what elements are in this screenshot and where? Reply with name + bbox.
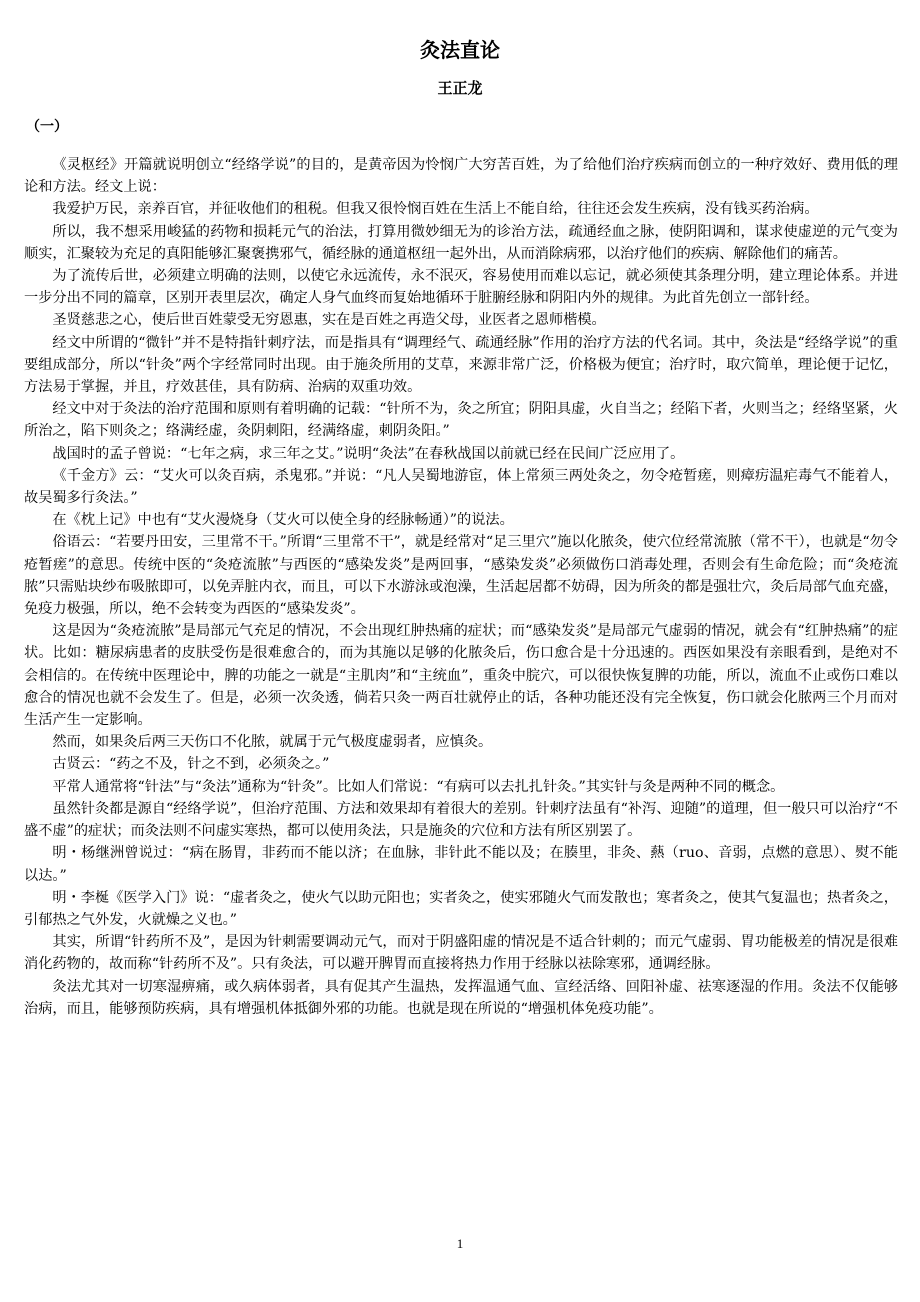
paragraph: 明・李梴《医学入门》说：“虚者灸之，使火气以助元阳也；实者灸之，使实邪随火气而发散也；寒者灸之，使其气复温也；热者灸之，引郁热之气外发，火就燥之义也。” xyxy=(24,889,898,928)
paragraph: 其实，所谓“针药所不及”，是因为针刺需要调动元气，而对于阴盛阳虚的情况是不适合针刺的；而元气虚弱、胃功能极差的情况是很难消化药物的，故而称“针药所不及”。只有灸法，可以避开脾胃而直接将热力作用于经脉以祛除寒邪，通调经脉。 xyxy=(24,934,898,973)
paragraph: 虽然针灸都是源自“经络学说”，但治疗范围、方法和效果却有着很大的差别。针刺疗法虽有“补泻、迎随”的道理，但一般只可以治疗“不盛不虚”的症状；而灸法则不问虚实寒热，都可以使用灸法，只是施灸的穴位和方法有所区别罢了。 xyxy=(24,800,898,840)
paragraph: 《灵枢经》开篇就说明创立“经络学说”的目的，是黄帝因为怜悯广大穷苦百姓，为了给他们治疗疾病而创立的一种疗效好、费用低的理论和方法。经文上说： xyxy=(24,157,898,196)
paragraph: 古贤云：“药之不及，针之不到，必须灸之。” xyxy=(52,756,330,773)
paragraph: 经文中对于灸法的治疗范围和原则有着明确的记载：“针所不为，灸之所宜；阴阳具虚，火自当之；经陷下者，火则当之；经络坚紧，火所治之，陷下则灸之；络满经虚，灸阴刺阳，经满络虚，刺阴灸阳。” xyxy=(24,401,898,440)
body-text xyxy=(24,154,898,1020)
paragraph: 我爱护万民，亲养百官，并征收他们的租税。但我又很怜悯百姓在生活上不能自给，往往还会发生疾病，没有钱买药治病。 xyxy=(52,201,819,218)
paragraph: 在《枕上记》中也有“艾火漫烧身（艾火可以使全身的经脉畅通）”的说法。 xyxy=(52,512,514,529)
paragraph: 《千金方》云：“艾火可以灸百病，杀鬼邪。”并说：“凡人吴蜀地游宦，体上常须三两处灸之，勿令疮暂瘥，则瘴疠温疟毒气不能着人，故吴蜀多行灸法。” xyxy=(24,467,898,507)
paragraph: 平常人通常将“针法”与“灸法”通称为“针灸”。比如人们常说：“有病可以去扎扎针灸。”其实针与灸是两种不同的概念。 xyxy=(52,778,785,795)
paragraph: 所以，我不想采用峻猛的药物和损耗元气的治法，打算用微妙细无为的诊治方法，疏通经血之脉，使阴阳调和，谋求使虚逆的元气变为顺实，汇聚较为充足的真阳能够汇聚褒携邪气，循经脉的通道枢纽一起外出，从而消除病邪，以治疗他们的疾病、解除他们的痛苦。 xyxy=(24,223,898,262)
paragraph: 明・杨继洲曾说过：“病在肠胃，非药而不能以济；在血脉，非针此不能以及；在腠里，非灸、爇（ruo、音弱，点燃的意思）、熨不能以达。” xyxy=(24,845,898,884)
section-heading: （一） xyxy=(26,119,68,135)
document-title: 灸法直论 xyxy=(420,38,500,62)
paragraph: 圣贤慈悲之心，使后世百姓蒙受无穷恩惠，实在是百姓之再造父母，业医者之恩师楷模。 xyxy=(52,312,606,329)
paragraph: 经文中所谓的“微针”并不是特指针刺疗法，而是指具有“调理经气、疏通经脉”作用的治疗方法的代名词。其中，灸法是“经络学说”的重要组成部分，所以“针灸”两个字经常同时出现。由于施灸所用的艾草，来源非常广泛，价格极为便宜；治疗时，取穴简单，理论便于记忆，方法易于掌握，并且，疗效甚佳，具有防病、治病的双重功效。 xyxy=(24,334,898,396)
page-number: 1 xyxy=(456,1236,464,1251)
paragraph: 灸法尤其对一切寒湿痹痛，或久病体弱者，具有促其产生温热，发挥温通气血、宣经活络、回阳补虚、祛寒逐湿的作用。灸法不仅能够治病，而且，能够预防疾病，具有增强机体抵御外邪的功能。也就是现在所说的“增强机体免疫功能”。 xyxy=(24,978,898,1017)
paragraph: 俗语云：“若要丹田安，三里常不干。”所谓“三里常不干”，就是经常对“足三里穴”施以化脓灸，使穴位经常流脓（常不干），也就是“勿令疮暂瘥”的意思。传统中医的“灸疮流脓”与西医的“感染发炎”是两回事，“感染发炎”必须做伤口消毒处理，否则会有生命危险；而“灸疮流脓”只需贴块纱布吸脓即可，以免弄脏内衣，而且，可以下水游泳或泡澡，生活起居都不妨碍，因为所灸的都是强壮穴，灸后局部气血充盛，免疫力极强，所以，绝不会转变为西医的“感染发炎”。 xyxy=(24,534,898,618)
paragraph: 为了流传后世，必须建立明确的法则，以使它永远流传，永不泯灭，容易使用而难以忘记，就必须使其条理分明，建立理论体系。并进一步分出不同的篇章，区别开表里层次，确定人身气血终而复始地循环于脏腑经脉和阴阳内外的规律。为此首先创立一部针经。 xyxy=(24,268,898,307)
paragraph: 然而，如果灸后两三天伤口不化脓，就属于元气极度虚弱者，应慎灸。 xyxy=(52,734,493,751)
paragraph: 这是因为“灸疮流脓”是局部元气充足的情况，不会出现红肿热痛的症状；而“感染发炎”是局部元气虚弱的情况，就会有“红肿热痛”的症状。比如：糖尿病患者的皮肤受伤是很难愈合的，而为其施以足够的化脓灸后，伤口愈合是十分迅速的。西医如果没有亲眼看到，是绝对不会相信的。在传统中医理论中，脾的功能之一就是“主肌肉”和“主统血”，重灸中脘穴，可以很快恢复脾的功能，所以，流血不止或伤口难以愈合的情况也就不会发生了。但是，必须一次灸透，倘若只灸一两百壮就停止的话，各种功能还没有完全恢复，伤口就会化脓两三个月而对生活产生一定影响。 xyxy=(24,623,898,729)
paragraph: 战国时的孟子曾说：“七年之病，求三年之艾。”说明“灸法”在春秋战国以前就已经在民间广泛应用了。 xyxy=(52,445,685,462)
author-name: 王正龙 xyxy=(437,79,483,97)
